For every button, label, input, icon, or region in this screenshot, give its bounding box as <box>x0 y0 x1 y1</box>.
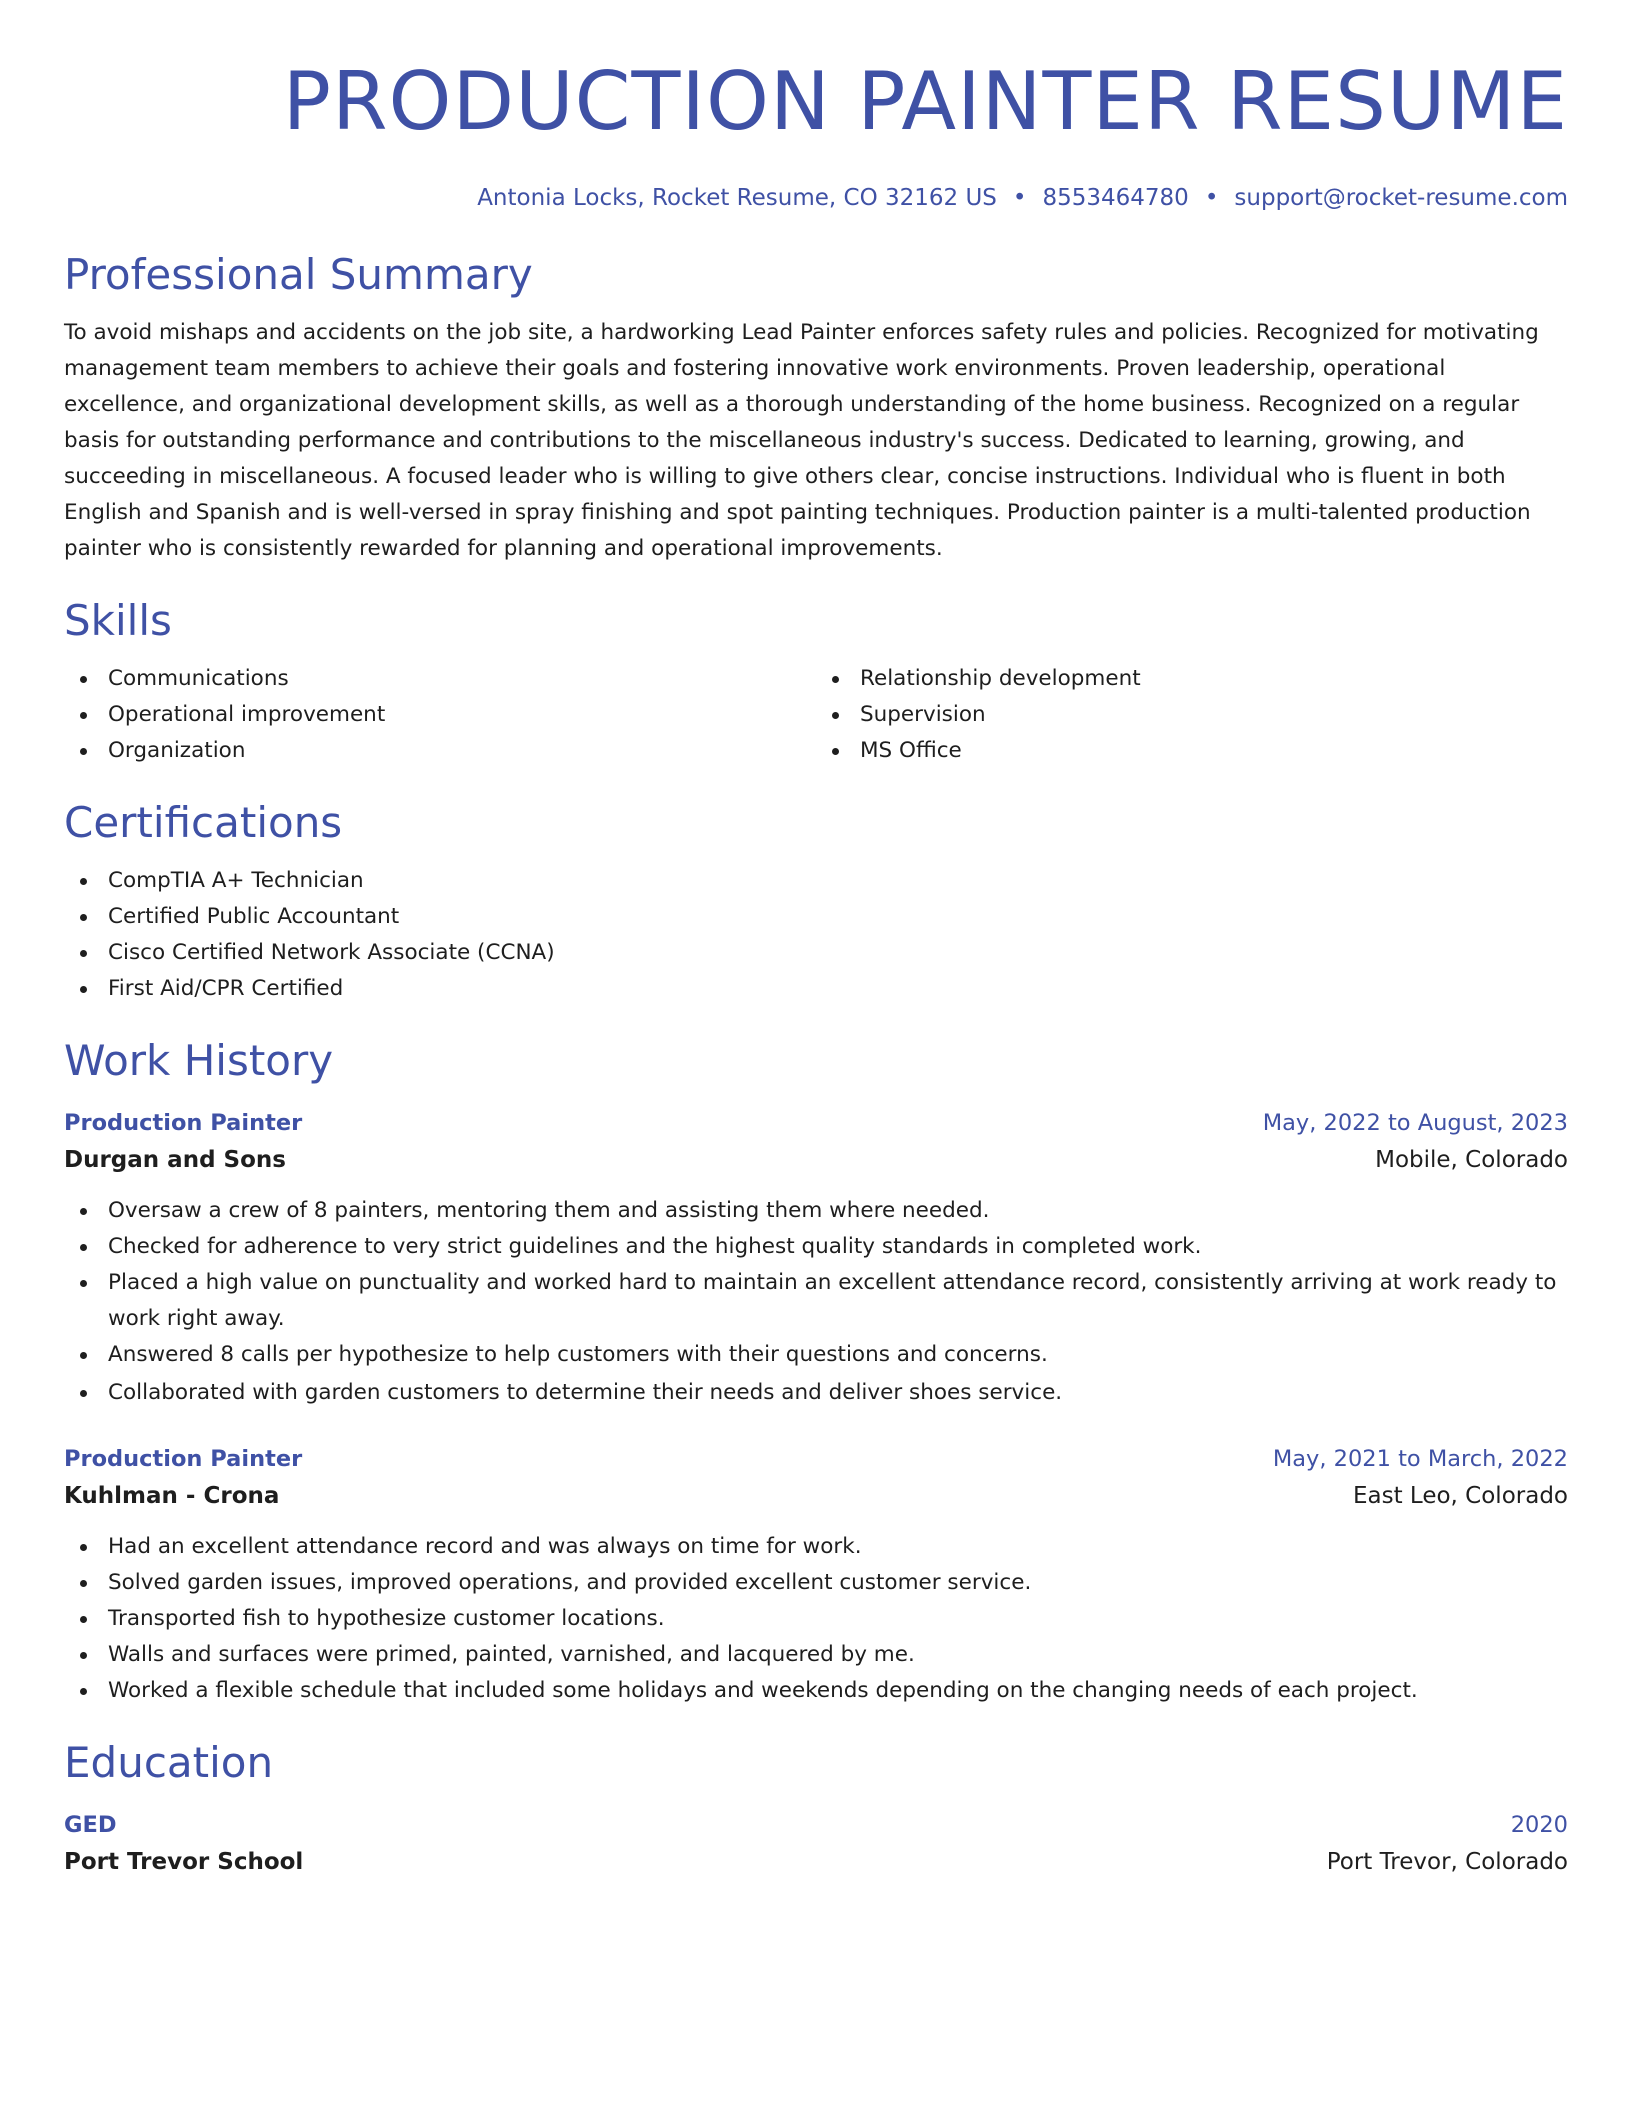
work-history-section <box>64 1035 1568 1709</box>
job-dates: May, 2022 to August, 2023 <box>1262 1110 1568 1136</box>
job-title: Production Painter <box>64 1446 303 1472</box>
contact-line <box>64 182 1568 214</box>
job-entry <box>64 1105 1568 1411</box>
contact-address: Antonia Locks, Rocket Resume, CO 32162 US <box>477 185 997 211</box>
list-item: Certified Public Accountant <box>64 899 1568 935</box>
contact-separator: • <box>1204 185 1219 211</box>
summary-section <box>64 249 1568 567</box>
education-header-row <box>64 1807 1568 1843</box>
list-item: Communications <box>64 661 816 697</box>
list-item: Placed a high value on punctuality and worked hard to maintain an excellent attendance record, consistently arriving at work ready to work right away. <box>64 1265 1568 1337</box>
list-item: Had an excellent attendance record and was always on time for work. <box>64 1529 1568 1565</box>
certifications-list <box>64 863 1568 1007</box>
education-location: Port Trevor, Colorado <box>1326 1849 1568 1875</box>
summary-text: To avoid mishaps and accidents on the job site, a hardworking Lead Painter enforces safety rules and policies. Recognized for motivating management team members to achieve their goals and fostering innovative work environments. Proven leadership, operational excellence, and organizational development skills, as well as a thorough understanding of the home business. Recognized on a regular basis for outstanding performance and contributions to the miscellaneous industry's success. Dedicated to learning, growing, and succeeding in miscellaneous. A focused leader who is willing to give others clear, concise instructions. Individual who is fluent in both English and Spanish and is well-versed in spray finishing and spot painting techniques. Production painter is a multi-talented production painter who is consistently rewarded for planning and operational improvements. <box>64 320 1539 561</box>
job-duties-list <box>64 1193 1568 1411</box>
list-item: Worked a flexible schedule that included some holidays and weekends depending on the changing needs of each project. <box>64 1673 1568 1709</box>
contact-separator: • <box>1012 185 1027 211</box>
skills-grid <box>64 661 1568 769</box>
list-item: Collaborated with garden customers to determine their needs and deliver shoes service. <box>64 1375 1568 1411</box>
skills-list-left <box>64 661 816 769</box>
work-history-heading: Work History <box>64 1036 334 1085</box>
list-item: Supervision <box>816 697 1568 733</box>
job-employer: Durgan and Sons <box>64 1147 286 1173</box>
education-heading: Education <box>64 1738 274 1787</box>
job-location: Mobile, Colorado <box>1375 1147 1568 1173</box>
education-year: 2020 <box>1510 1812 1568 1838</box>
education-school: Port Trevor School <box>64 1849 304 1875</box>
list-item: Solved garden issues, improved operations, and provided excellent customer service. <box>64 1565 1568 1601</box>
job-entry <box>64 1441 1568 1709</box>
list-item: Oversaw a crew of 8 painters, mentoring them and assisting them where needed. <box>64 1193 1568 1229</box>
education-entry <box>64 1807 1568 1881</box>
education-degree: GED <box>64 1812 117 1838</box>
list-item: MS Office <box>816 733 1568 769</box>
job-title: Production Painter <box>64 1110 303 1136</box>
job-header-row <box>64 1441 1568 1477</box>
list-item: Transported fish to hypothesize customer locations. <box>64 1601 1568 1637</box>
job-dates: May, 2021 to March, 2022 <box>1272 1446 1568 1472</box>
education-section <box>64 1737 1568 1881</box>
list-item: Cisco Certified Network Associate (CCNA) <box>64 935 1568 971</box>
job-location: East Leo, Colorado <box>1352 1483 1568 1509</box>
list-item: Relationship development <box>816 661 1568 697</box>
certifications-heading: Certifications <box>64 798 343 847</box>
skills-heading: Skills <box>64 596 172 645</box>
summary-heading: Professional Summary <box>64 250 533 299</box>
job-header-row <box>64 1105 1568 1141</box>
education-school-row <box>64 1843 1568 1881</box>
contact-email[interactable]: support@rocket-resume.com <box>1234 185 1568 211</box>
skills-column-right <box>816 661 1568 769</box>
page-title: PRODUCTION PAINTER RESUME <box>282 55 1568 148</box>
list-item: Organization <box>64 733 816 769</box>
job-duties-list <box>64 1529 1568 1709</box>
skills-column-left <box>64 661 816 769</box>
certifications-section <box>64 797 1568 1007</box>
list-item: Answered 8 calls per hypothesize to help customers with their questions and concerns. <box>64 1337 1568 1373</box>
list-item: Operational improvement <box>64 697 816 733</box>
job-employer: Kuhlman - Crona <box>64 1483 280 1509</box>
list-item: Walls and surfaces were primed, painted, varnished, and lacquered by me. <box>64 1637 1568 1673</box>
job-employer-row <box>64 1141 1568 1179</box>
skills-section <box>64 595 1568 769</box>
list-item: CompTIA A+ Technician <box>64 863 1568 899</box>
list-item: Checked for adherence to very strict guidelines and the highest quality standards in completed work. <box>64 1229 1568 1265</box>
list-item: First Aid/CPR Certified <box>64 971 1568 1007</box>
job-employer-row <box>64 1477 1568 1515</box>
skills-list-right <box>816 661 1568 769</box>
contact-phone[interactable]: 8553464780 <box>1042 185 1189 211</box>
